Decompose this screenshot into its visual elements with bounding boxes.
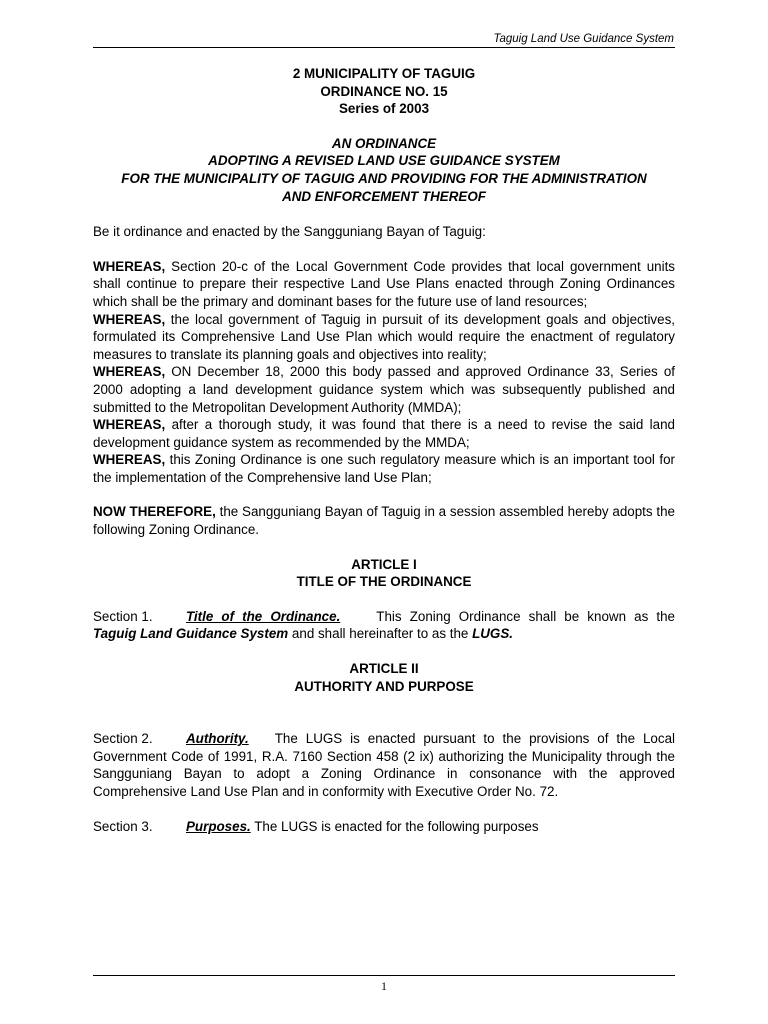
now-therefore-text: the Sangguniang Bayan of Taguig in a session assembled hereby adopts the following Zoning Ordinance.	[93, 504, 675, 538]
now-therefore-label: NOW THEREFORE,	[93, 504, 216, 520]
whereas-clause	[93, 416, 675, 451]
running-header: Taguig Land Use Guidance System	[493, 33, 674, 45]
ordinance-number: ORDINANCE NO. 15	[320, 83, 448, 99]
whereas-clause	[93, 363, 675, 416]
page-number: 1	[381, 981, 387, 993]
municipality-heading: 2 MUNICIPALITY OF TAGUIG	[292, 66, 476, 81]
whereas-text: the local government of Taguig in pursuit of its development goals and objectives, formulated its Comprehensive Land Use Plan which would require the enactment of regulatory measures to translate its planning goals and objectives into reality;	[93, 311, 675, 362]
article-title: AUTHORITY AND PURPOSE	[294, 678, 474, 694]
article-heading: ARTICLE I	[351, 556, 417, 572]
section-text: The LUGS is enacted pursuant to the provisions of the Local Government Code of 1991, R.A. 7160 Section 458 (2 ix) authorizing the Municipality through the Sangguniang Bayan to adopt a Zoning Ordinance in consonance with the approved Comprehensive Land Use Plan and in conformity with Executive Order No. 72.	[93, 731, 675, 799]
article-title: TITLE OF THE ORDINANCE	[296, 574, 472, 590]
whereas-label: WHEREAS,	[93, 452, 166, 468]
whereas-text: after a thorough study, it was found that there is a need to revise the said land development guidance system as recommended by the MMDA;	[93, 417, 675, 450]
section-title: Authority.	[186, 731, 249, 747]
ordinance-title-line: AND ENFORCEMENT THEREOF	[282, 188, 486, 204]
ordinance-title-line: FOR THE MUNICIPALITY OF TAGUIG AND PROVIDING FOR THE ADMINISTRATION	[121, 170, 647, 186]
header-rule	[93, 47, 675, 48]
whereas-label: WHEREAS,	[93, 311, 166, 327]
system-name: Taguig Land Guidance System	[93, 626, 289, 642]
enacting-clause: Be it ordinance and enacted by the Sangguniang Bayan of Taguig:	[93, 224, 486, 240]
acronym: LUGS.	[472, 626, 513, 642]
whereas-label: WHEREAS,	[93, 417, 166, 433]
section-text: The LUGS is enacted for the following purposes	[250, 818, 539, 834]
section-number: Section 2.	[93, 731, 153, 747]
ordinance-title-line: ADOPTING A REVISED LAND USE GUIDANCE SYSTEM	[208, 153, 560, 169]
whereas-label: WHEREAS,	[93, 364, 166, 380]
whereas-clause	[93, 258, 675, 311]
whereas-text: ON December 18, 2000 this body passed and approved Ordinance 33, Series of 2000 adopting a land development guidance system which was subsequently published and submitted to the Metropolitan Development Authority (MMDA);	[93, 364, 675, 415]
whereas-clause	[93, 311, 675, 364]
section-text: and shall hereinafter to as the	[288, 626, 473, 642]
whereas-text: this Zoning Ordinance is one such regulatory measure which is an important tool for the implementation of the Comprehensive land Use Plan;	[93, 452, 675, 485]
section-2	[93, 730, 675, 800]
ordinance-title-line: AN ORDINANCE	[331, 135, 437, 151]
article-heading: ARTICLE II	[349, 661, 419, 677]
section-number: Section 3.	[93, 818, 153, 834]
section-3	[93, 818, 675, 836]
section-title: Purposes.	[186, 818, 251, 834]
now-therefore-clause	[93, 503, 675, 538]
whereas-label: WHEREAS,	[93, 258, 166, 274]
section-text: This Zoning Ordinance shall be known as the	[376, 608, 675, 624]
whereas-clause	[93, 451, 675, 486]
ordinance-series: Series of 2003	[338, 101, 430, 117]
whereas-text: Section 20-c of the Local Government Code provides that local government units shall continue to prepare their respective Land Use Plans enacted through Zoning Ordinances which shall be the primary and dominant bases for the future use of land resources;	[93, 258, 675, 309]
section-title: Title of the Ordinance.	[186, 608, 341, 624]
section-1	[93, 608, 675, 643]
document-body	[93, 65, 675, 835]
section-number: Section 1.	[93, 608, 153, 624]
footer-rule	[93, 975, 675, 976]
